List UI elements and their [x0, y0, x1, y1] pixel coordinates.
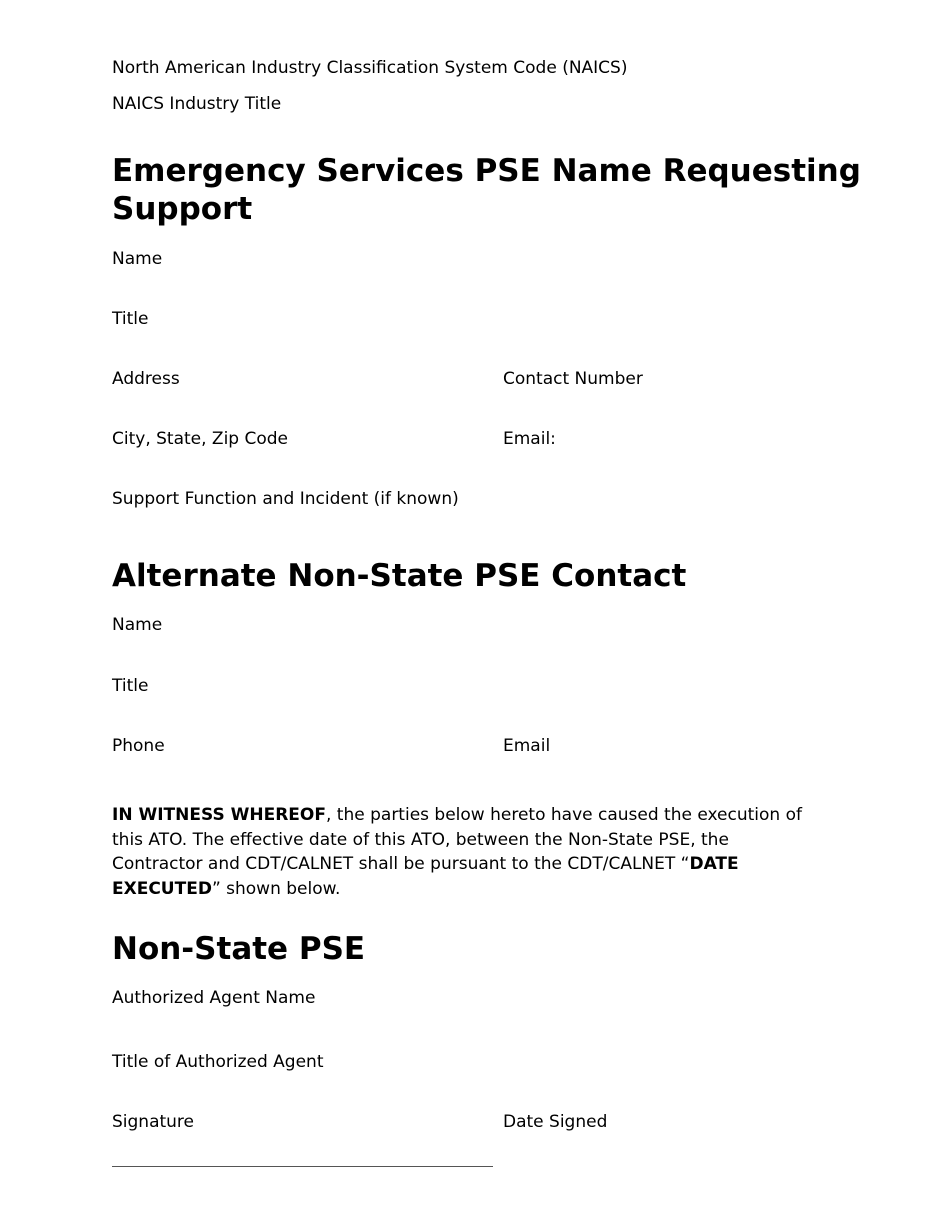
witness-bold-date: DATE EXECUTED: [112, 854, 739, 899]
alt-phone-label: Phone: [112, 736, 165, 756]
es-support-function-label: Support Function and Incident (if known): [112, 489, 459, 509]
witness-text-part2: ” shown below.: [211, 878, 341, 899]
es-contact-number-label: Contact Number: [503, 369, 643, 389]
es-address-label: Address: [112, 369, 180, 389]
witness-bold-lead: IN WITNESS WHEREOF: [112, 805, 326, 825]
es-name-label: Name: [112, 249, 163, 269]
alt-email-label: Email: [503, 736, 551, 756]
es-title-label: Title: [112, 309, 149, 329]
es-email-label: Email:: [503, 429, 556, 449]
witness-paragraph: [112, 803, 824, 901]
naics-code-label: North American Industry Classification System Code (NAICS): [112, 58, 628, 78]
emergency-services-heading-line2: Support: [112, 191, 253, 227]
alt-name-label: Name: [112, 615, 163, 635]
signature-line[interactable]: [112, 1166, 493, 1167]
agent-name-label: Authorized Agent Name: [112, 988, 316, 1008]
date-signed-label: Date Signed: [503, 1112, 608, 1132]
es-city-state-zip-label: City, State, Zip Code: [112, 429, 289, 449]
non-state-pse-heading: Non-State PSE: [112, 931, 366, 967]
alt-title-label: Title: [112, 676, 149, 696]
agent-title-label: Title of Authorized Agent: [112, 1052, 324, 1072]
witness-text-part1: , the parties below hereto have caused the execution of this ATO. The effective date of this ATO, between the Non-State PSE, the Contractor and CDT/CALNET shall be pursuant to the CDT/CALNET “: [112, 805, 802, 874]
signature-label: Signature: [112, 1112, 195, 1132]
alternate-contact-heading: Alternate Non-State PSE Contact: [112, 558, 687, 594]
emergency-services-heading-line1: Emergency Services PSE Name Requesting: [112, 153, 861, 189]
naics-title-label: NAICS Industry Title: [112, 94, 282, 114]
